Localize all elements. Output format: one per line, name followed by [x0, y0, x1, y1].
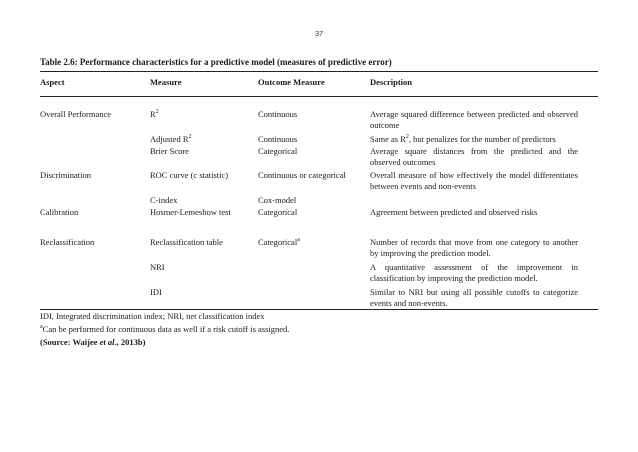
- cell-description: A quantitative assessment of the improvement in classification by improving the prediction model.: [370, 262, 578, 283]
- table-bottom-rule: [40, 309, 598, 310]
- cell-description: Agreement between predicted and observed risks: [370, 207, 538, 217]
- cell-outcome: Categorical$^a$: [258, 237, 300, 247]
- cell-measure: Adjusted $R^2$: [150, 134, 192, 144]
- cell-description: Number of records that move from one category to another by improving the prediction model.: [370, 237, 578, 258]
- cell-aspect: Overall Performance: [40, 109, 112, 119]
- cell-measure: Brier Score: [150, 146, 189, 156]
- cell-aspect: Discrimination: [40, 170, 91, 180]
- table-top-rule: [40, 71, 598, 72]
- cell-outcome: Continuous: [258, 109, 298, 119]
- cell-outcome: Cox-model: [258, 195, 297, 205]
- cell-description: Average squared difference between predicted and observed outcome: [370, 109, 578, 130]
- cell-measure: IDI: [150, 287, 162, 297]
- header-aspect: Aspect: [40, 77, 65, 87]
- header-bottom-rule: [40, 96, 598, 97]
- cell-description: Same as $R^2$, but penalizes for the number of predictors: [370, 134, 556, 144]
- cell-measure: NRI: [150, 262, 165, 272]
- cell-measure: Hosmer-Lemeshow test: [150, 207, 231, 217]
- cell-aspect: Calibration: [40, 207, 79, 217]
- cell-measure: Reclassification table: [150, 237, 223, 247]
- cell-outcome: Categorical: [258, 207, 298, 217]
- cell-outcome: Categorical: [258, 146, 298, 156]
- header-description: Description: [370, 77, 413, 87]
- footnote-abbreviations: IDI, Integrated discrimination index; NRI, net classification index: [40, 311, 265, 321]
- cell-measure: C-index: [150, 195, 178, 205]
- cell-measure: $R^2$: [150, 109, 159, 119]
- table-caption: Table 2.6: Performance characteristics for a predictive model (measures of predictive error): [40, 57, 392, 67]
- header-outcome-measure: Outcome Measure: [258, 77, 325, 87]
- source-citation: (Source: Waijee et al., 2013b): [40, 337, 146, 347]
- cell-measure: ROC curve (c statistic): [150, 170, 229, 180]
- footnote-a: $^a$Can be performed for continuous data as well if a risk cutoff is assigned.: [40, 324, 290, 334]
- cell-outcome: Continuous or categorical: [258, 170, 346, 180]
- page-number: 37: [314, 29, 324, 38]
- cell-description: Similar to NRI but using all possible cutoffs to categorize events and non-events.: [370, 287, 578, 308]
- cell-outcome: Continuous: [258, 134, 298, 144]
- cell-description: Overall measure of how effectively the model differentiates between events and non-events: [370, 170, 578, 191]
- header-measure: Measure: [150, 77, 182, 87]
- cell-aspect: Reclassification: [40, 237, 95, 247]
- cell-description: Average square distances from the predicted and the observed outcomes: [370, 146, 578, 167]
